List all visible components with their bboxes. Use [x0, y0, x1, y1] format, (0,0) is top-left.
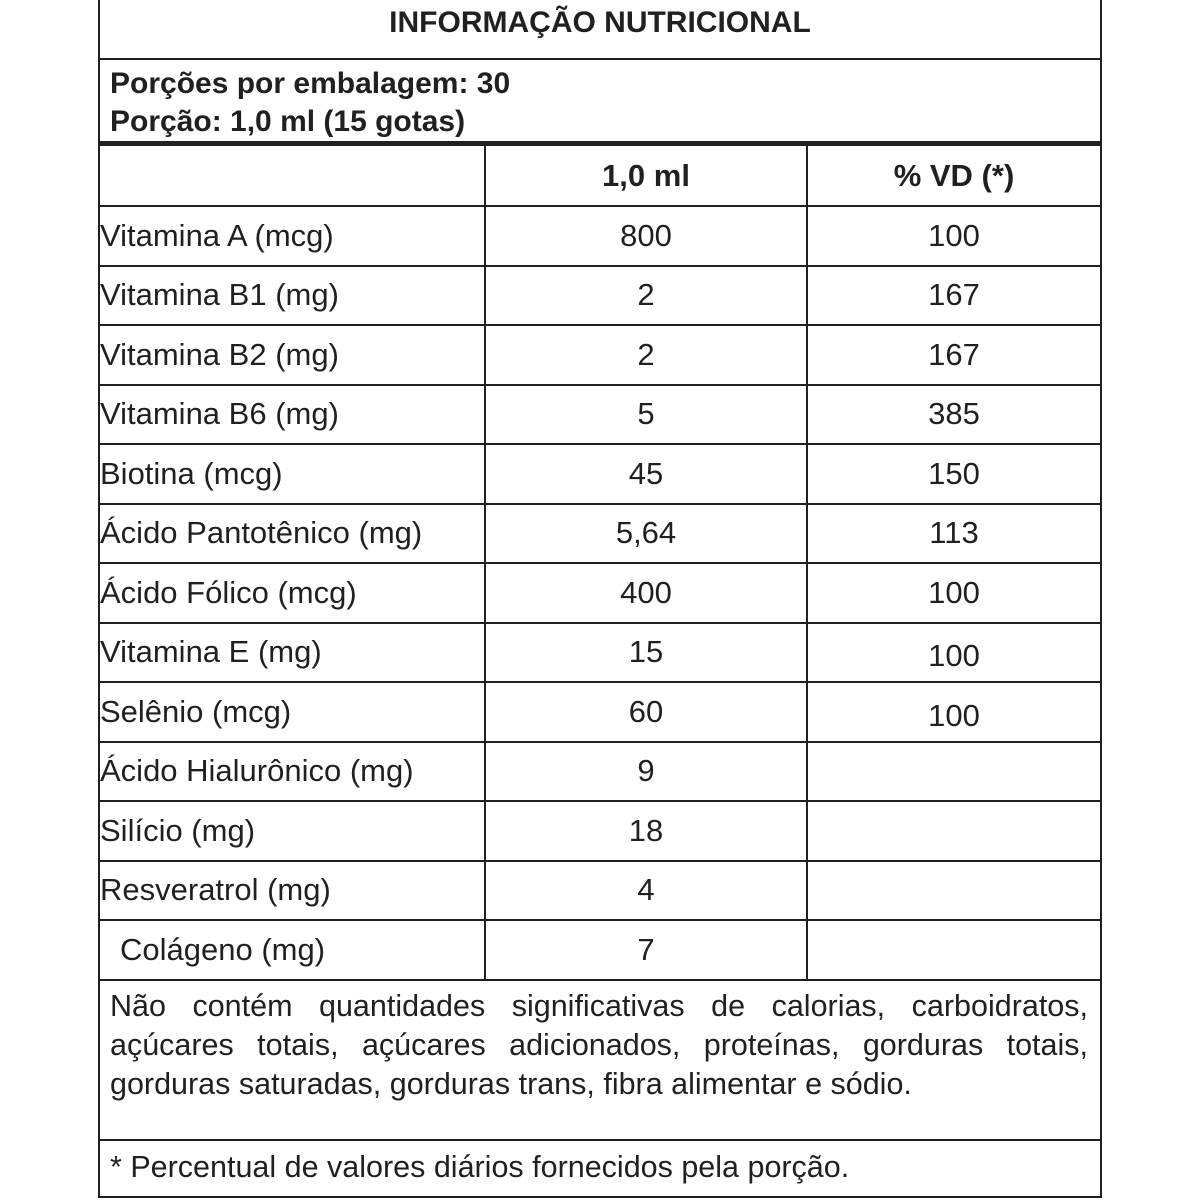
nutrient-daily-value — [807, 801, 1100, 861]
table-row — [100, 682, 1100, 742]
nutrient-name: Ácido Hialurônico (mg) — [100, 742, 485, 802]
nutrient-daily-value: 113 — [807, 504, 1100, 564]
insignificant-quantities-note: Não contém quantidades significativas de calorias, carboidratos, açúcares totais, açúcares adicionados, proteínas, gorduras totais, gorduras saturadas, gorduras trans, fibra alimentar e sódio. — [100, 981, 1100, 1141]
portions-per-package: Porções por embalagem: 30 — [110, 67, 511, 100]
nutrient-amount: 5 — [485, 385, 807, 445]
nutrient-daily-value: 100 — [807, 623, 1100, 683]
label-title: INFORMAÇÃO NUTRICIONAL — [100, 0, 1100, 60]
nutrient-name: Vitamina B2 (mg) — [100, 325, 485, 385]
table-row — [100, 266, 1100, 326]
table-row — [100, 504, 1100, 564]
nutrient-amount: 7 — [485, 920, 807, 980]
nutrient-daily-value: 167 — [807, 325, 1100, 385]
table-row — [100, 920, 1100, 980]
portion-size: Porção: 1,0 ml (15 gotas) — [110, 105, 466, 138]
nutrient-amount: 60 — [485, 682, 807, 742]
nutrient-daily-value: 167 — [807, 266, 1100, 326]
daily-value-footnote: * Percentual de valores diários fornecidos pela porção. — [110, 1149, 850, 1184]
nutrient-amount: 45 — [485, 444, 807, 504]
table-row — [100, 206, 1100, 266]
nutrient-amount: 2 — [485, 266, 807, 326]
nutrient-daily-value: 100 — [807, 563, 1100, 623]
nutrient-daily-value: 100 — [807, 206, 1100, 266]
nutrient-name: Vitamina B1 (mg) — [100, 266, 485, 326]
header-nutrient — [100, 146, 485, 206]
portions-section — [100, 60, 1100, 146]
nutrition-facts-label — [98, 0, 1102, 1198]
table-row — [100, 385, 1100, 445]
nutrition-table — [100, 146, 1100, 981]
nutrient-amount: 9 — [485, 742, 807, 802]
nutrient-name: Vitamina A (mcg) — [100, 206, 485, 266]
table-row — [100, 861, 1100, 921]
table-row — [100, 623, 1100, 683]
table-row — [100, 563, 1100, 623]
table-row — [100, 742, 1100, 802]
nutrient-amount: 15 — [485, 623, 807, 683]
nutrient-amount: 400 — [485, 563, 807, 623]
nutrient-name: Colágeno (mg) — [100, 920, 485, 980]
nutrient-name: Ácido Pantotênico (mg) — [100, 504, 485, 564]
table-row — [100, 801, 1100, 861]
nutrient-name: Biotina (mcg) — [100, 444, 485, 504]
nutrient-amount: 2 — [485, 325, 807, 385]
nutrient-name: Vitamina E (mg) — [100, 623, 485, 683]
nutrient-daily-value: 150 — [807, 444, 1100, 504]
nutrient-amount: 4 — [485, 861, 807, 921]
nutrient-amount: 5,64 — [485, 504, 807, 564]
nutrient-daily-value: 100 — [807, 682, 1100, 742]
nutrient-name: Silício (mg) — [100, 801, 485, 861]
nutrient-daily-value — [807, 920, 1100, 980]
table-row — [100, 444, 1100, 504]
table-header-row — [100, 146, 1100, 206]
nutrient-name: Ácido Fólico (mcg) — [100, 563, 485, 623]
table-row — [100, 325, 1100, 385]
header-daily-value: % VD (*) — [807, 146, 1100, 206]
nutrient-daily-value: 385 — [807, 385, 1100, 445]
header-amount: 1,0 ml — [485, 146, 807, 206]
nutrient-amount: 18 — [485, 801, 807, 861]
nutrient-name: Resveratrol (mg) — [100, 861, 485, 921]
nutrient-name: Selênio (mcg) — [100, 682, 485, 742]
nutrient-daily-value — [807, 742, 1100, 802]
nutrient-daily-value — [807, 861, 1100, 921]
nutrient-name: Vitamina B6 (mg) — [100, 385, 485, 445]
nutrient-amount: 800 — [485, 206, 807, 266]
